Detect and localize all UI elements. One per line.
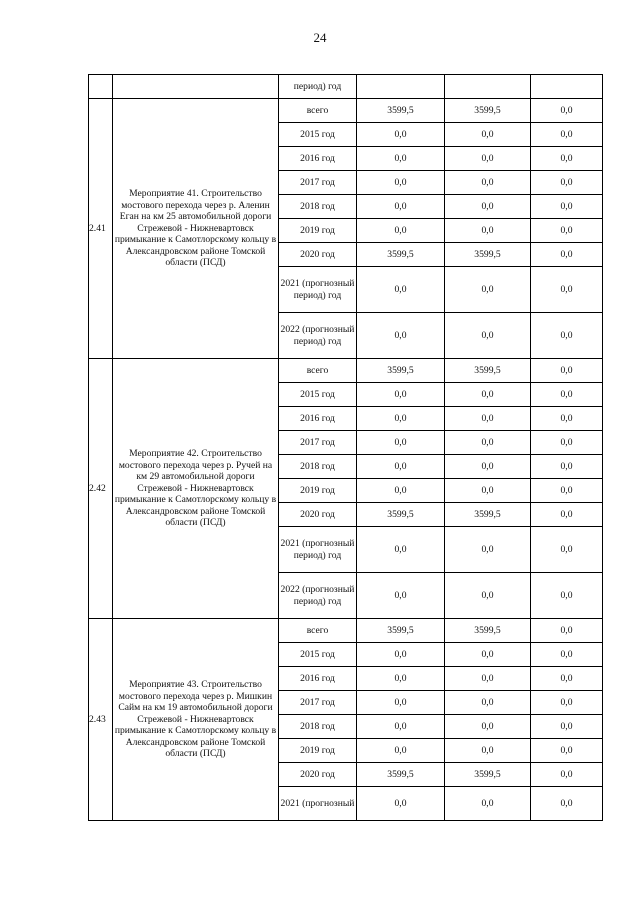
year-cell: 2019 год	[279, 739, 357, 763]
value-cell-2: 3599,5	[445, 243, 531, 267]
value-cell-2: 0,0	[445, 147, 531, 171]
year-cell: 2015 год	[279, 643, 357, 667]
section-description: Мероприятие 43. Строительство мостового перехода через р. Мишкин Сайм на км 19 автомобильной дороги Стрежевой - Нижневартовск примыкание к Самотлорскому кольцу в Александровском районе Томской области (ПСД)	[113, 619, 279, 821]
value-cell-1: 0,0	[357, 313, 445, 359]
value-cell-3: 0,0	[531, 383, 603, 407]
value-cell-1: 0,0	[357, 479, 445, 503]
value-cell-2: 0,0	[445, 431, 531, 455]
value-cell-2: 0,0	[445, 267, 531, 313]
year-cell: 2017 год	[279, 691, 357, 715]
year-cell: всего	[279, 99, 357, 123]
value-cell-2: 3599,5	[445, 619, 531, 643]
empty-cell	[89, 75, 113, 99]
value-cell-1: 0,0	[357, 431, 445, 455]
year-cell: 2015 год	[279, 383, 357, 407]
value-cell-1: 0,0	[357, 527, 445, 573]
year-cell: 2017 год	[279, 171, 357, 195]
value-cell-2: 0,0	[445, 715, 531, 739]
year-cell: 2021 (прогнозный период) год	[279, 267, 357, 313]
value-cell-3: 0,0	[531, 715, 603, 739]
value-cell-1: 0,0	[357, 573, 445, 619]
value-cell-2: 0,0	[445, 195, 531, 219]
value-cell-2: 0,0	[445, 171, 531, 195]
value-cell-2: 0,0	[445, 787, 531, 821]
value-cell-3: 0,0	[531, 267, 603, 313]
section-code: 2.43	[89, 619, 113, 821]
table-row	[89, 99, 603, 123]
value-cell-3: 0,0	[531, 195, 603, 219]
table-row-fragment	[89, 75, 603, 99]
section-code: 2.41	[89, 99, 113, 359]
page-number: 24	[313, 30, 327, 45]
year-cell: 2018 год	[279, 715, 357, 739]
value-cell-2: 3599,5	[445, 359, 531, 383]
value-cell-1: 3599,5	[357, 359, 445, 383]
value-cell-2: 0,0	[445, 527, 531, 573]
value-cell-2: 0,0	[445, 123, 531, 147]
value-cell-2: 3599,5	[445, 503, 531, 527]
empty-cell	[113, 75, 279, 99]
year-cell: 2016 год	[279, 667, 357, 691]
empty-cell	[357, 75, 445, 99]
value-cell-1: 0,0	[357, 787, 445, 821]
value-cell-3: 0,0	[531, 763, 603, 787]
year-cell: 2020 год	[279, 503, 357, 527]
value-cell-3: 0,0	[531, 431, 603, 455]
year-cell: 2021 (прогнозный	[279, 787, 357, 821]
value-cell-1: 3599,5	[357, 243, 445, 267]
year-cell: 2018 год	[279, 455, 357, 479]
year-cell: 2015 год	[279, 123, 357, 147]
value-cell-2: 3599,5	[445, 99, 531, 123]
value-cell-2: 0,0	[445, 313, 531, 359]
value-cell-3: 0,0	[531, 527, 603, 573]
year-cell: 2016 год	[279, 407, 357, 431]
value-cell-1: 0,0	[357, 715, 445, 739]
value-cell-1: 3599,5	[357, 763, 445, 787]
value-cell-1: 3599,5	[357, 503, 445, 527]
value-cell-2: 0,0	[445, 643, 531, 667]
value-cell-3: 0,0	[531, 147, 603, 171]
empty-cell	[445, 75, 531, 99]
value-cell-2: 0,0	[445, 455, 531, 479]
value-cell-3: 0,0	[531, 219, 603, 243]
year-cell: 2021 (прогнозный период) год	[279, 527, 357, 573]
value-cell-1: 0,0	[357, 195, 445, 219]
value-cell-1: 0,0	[357, 739, 445, 763]
table-row	[89, 619, 603, 643]
value-cell-2: 0,0	[445, 739, 531, 763]
value-cell-3: 0,0	[531, 479, 603, 503]
year-cell: всего	[279, 619, 357, 643]
value-cell-3: 0,0	[531, 455, 603, 479]
section-description: Мероприятие 41. Строительство мостового перехода через р. Аленин Еган на км 25 автомобильной дороги Стрежевой - Нижневартовск примыкание к Самотлорскому кольцу в Александровском районе Томской области (ПСД)	[113, 99, 279, 359]
value-cell-3: 0,0	[531, 407, 603, 431]
value-cell-3: 0,0	[531, 123, 603, 147]
year-cell: всего	[279, 359, 357, 383]
value-cell-1: 0,0	[357, 407, 445, 431]
year-cell: 2019 год	[279, 479, 357, 503]
value-cell-2: 3599,5	[445, 763, 531, 787]
value-cell-3: 0,0	[531, 313, 603, 359]
funding-table	[88, 74, 603, 821]
value-cell-2: 0,0	[445, 667, 531, 691]
value-cell-3: 0,0	[531, 643, 603, 667]
year-cell: 2018 год	[279, 195, 357, 219]
value-cell-2: 0,0	[445, 479, 531, 503]
year-cell: 2022 (прогнозный период) год	[279, 313, 357, 359]
funding-table-body	[89, 75, 603, 821]
value-cell-2: 0,0	[445, 219, 531, 243]
value-cell-2: 0,0	[445, 573, 531, 619]
value-cell-1: 0,0	[357, 147, 445, 171]
table-row	[89, 359, 603, 383]
value-cell-3: 0,0	[531, 171, 603, 195]
year-cell: 2016 год	[279, 147, 357, 171]
value-cell-2: 0,0	[445, 383, 531, 407]
year-cell: 2019 год	[279, 219, 357, 243]
value-cell-1: 0,0	[357, 455, 445, 479]
value-cell-3: 0,0	[531, 573, 603, 619]
value-cell-1: 0,0	[357, 643, 445, 667]
value-cell-2: 0,0	[445, 691, 531, 715]
year-cell: 2017 год	[279, 431, 357, 455]
year-cell: 2020 год	[279, 763, 357, 787]
value-cell-1: 0,0	[357, 267, 445, 313]
year-cell: 2022 (прогнозный период) год	[279, 573, 357, 619]
value-cell-1: 3599,5	[357, 619, 445, 643]
value-cell-1: 0,0	[357, 383, 445, 407]
value-cell-3: 0,0	[531, 503, 603, 527]
section-code: 2.42	[89, 359, 113, 619]
value-cell-3: 0,0	[531, 99, 603, 123]
value-cell-1: 0,0	[357, 667, 445, 691]
value-cell-3: 0,0	[531, 739, 603, 763]
value-cell-3: 0,0	[531, 619, 603, 643]
value-cell-3: 0,0	[531, 787, 603, 821]
value-cell-1: 0,0	[357, 219, 445, 243]
value-cell-3: 0,0	[531, 359, 603, 383]
value-cell-3: 0,0	[531, 667, 603, 691]
empty-cell	[531, 75, 603, 99]
section-description: Мероприятие 42. Строительство мостового перехода через р. Ручей на км 29 автомобильной дороги Стрежевой - Нижневартовск примыкание к Самотлорскому кольцу в Александровском районе Томской области (ПСД)	[113, 359, 279, 619]
value-cell-2: 0,0	[445, 407, 531, 431]
period-cell: период) год	[279, 75, 357, 99]
value-cell-1: 3599,5	[357, 99, 445, 123]
value-cell-1: 0,0	[357, 123, 445, 147]
year-cell: 2020 год	[279, 243, 357, 267]
value-cell-1: 0,0	[357, 691, 445, 715]
value-cell-3: 0,0	[531, 243, 603, 267]
value-cell-3: 0,0	[531, 691, 603, 715]
value-cell-1: 0,0	[357, 171, 445, 195]
